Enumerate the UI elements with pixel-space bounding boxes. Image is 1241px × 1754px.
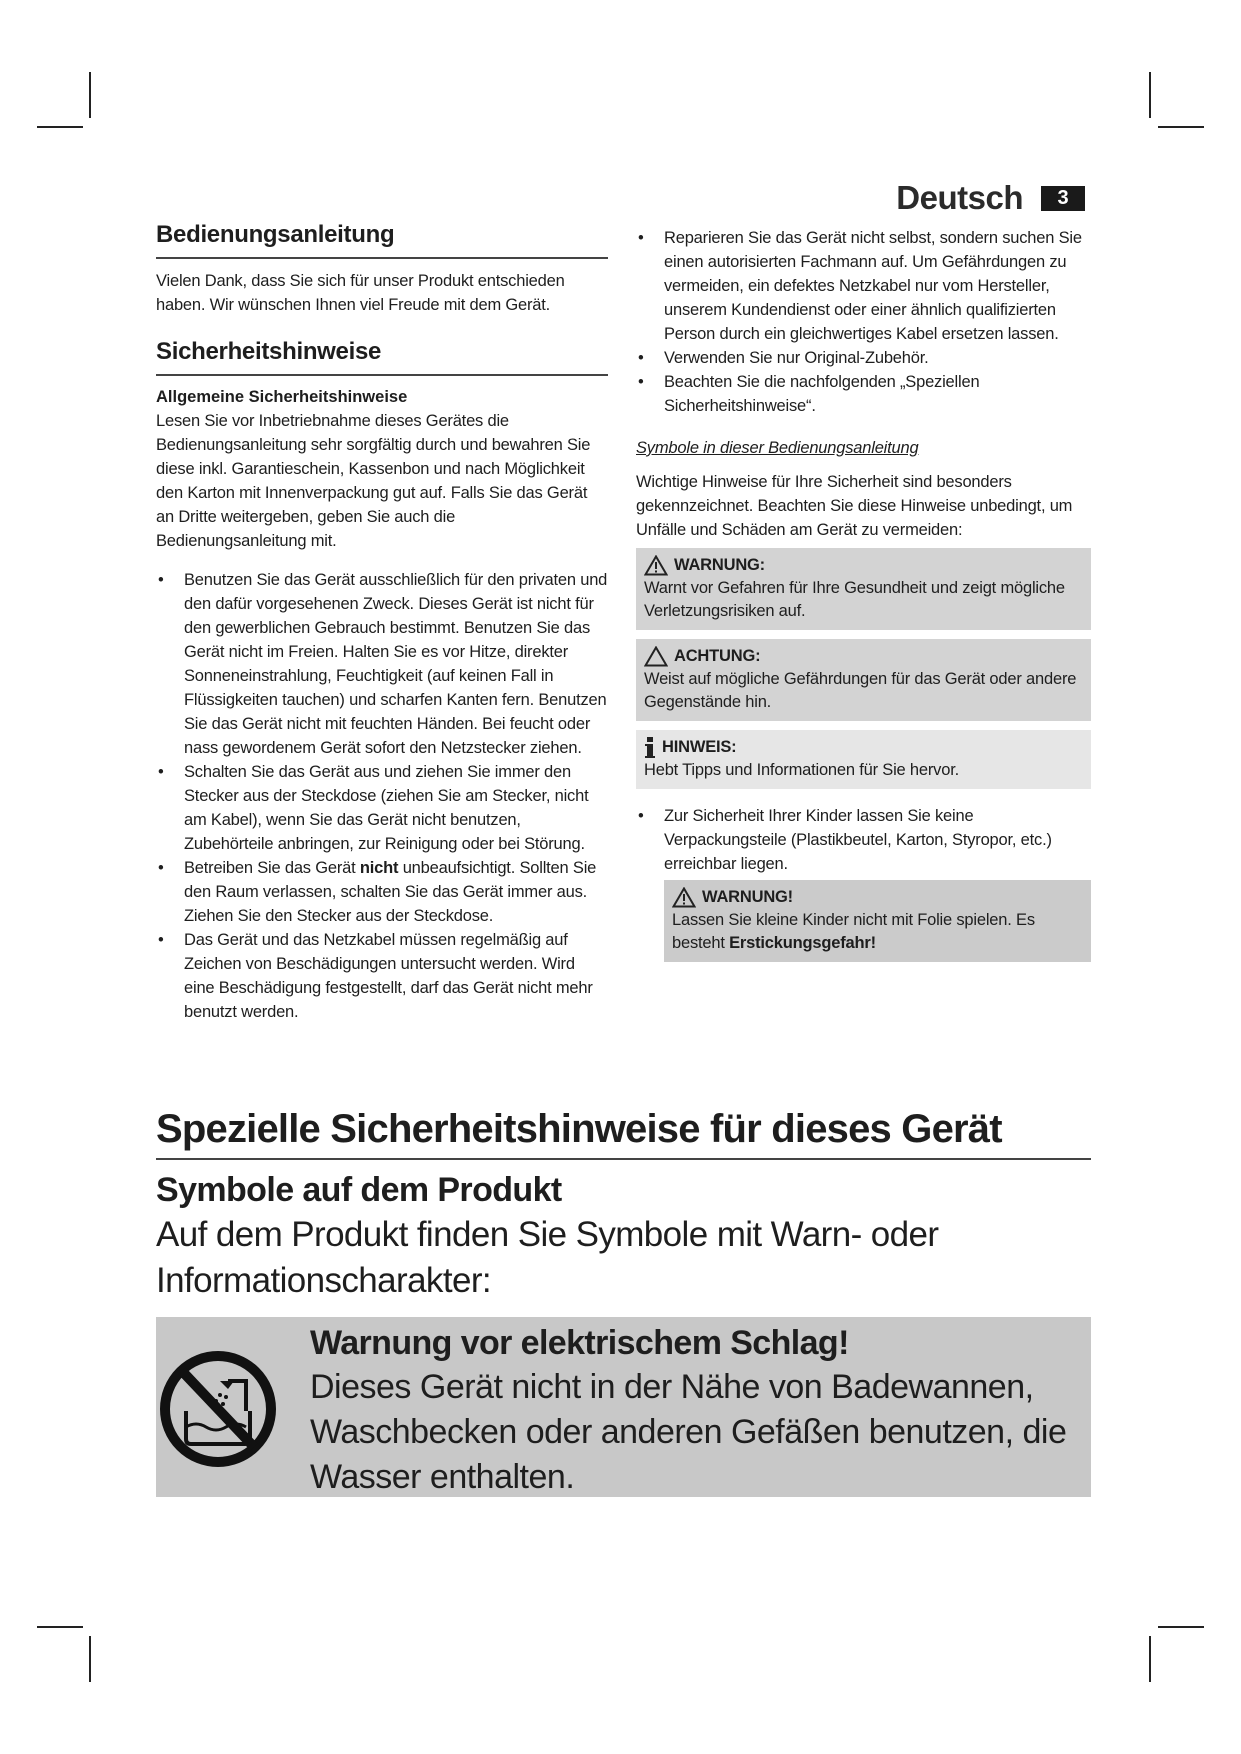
page-header: [896, 176, 1085, 220]
crop-mark: [89, 72, 91, 118]
electric-shock-warning: [156, 1317, 1091, 1497]
product-symbols-title: Symbole auf dem Produkt: [156, 1171, 562, 1209]
crop-mark: [37, 126, 83, 128]
symbols-text: Wichtige Hinweise für Ihre Sicherheit sind besonders gekennzeichnet. Beachten Sie diese Hinweise unbedingt, um Unfälle und Schäden am Gerät zu vermeiden:: [636, 473, 1073, 539]
kids-warning-title: WARNUNG!: [672, 886, 1083, 909]
hinweis-text: Hebt Tipps und Informationen für Sie hervor.: [644, 761, 959, 779]
left-column: [156, 220, 608, 1024]
language-label: Deutsch: [896, 179, 1023, 216]
list-item: • Benutzen Sie das Gerät ausschließlich für den privaten und den dafür vorgesehenen Zweck. Dieses Gerät ist nicht für den gewerblichen Gebrauch bestimmt. Benutzen Sie das Gerät nicht im Freien. Halten Sie es vor Hitze, direkter Sonneneinstrahlung, Feuchtigkeit (auf keinen Fall in Flüssigkeiten tauchen) und scharfen Kanten fern. Benutzen Sie das Gerät nicht mit feuchten Händen. Bei feucht oder nass gewordenem Gerät sofort den Netzstecker ziehen.: [158, 571, 608, 757]
kids-warning-box: [664, 880, 1091, 962]
thanks-text: Vielen Dank, dass Sie sich für unser Produkt entschieden haben. Wir wünschen Ihnen viel Freude mit dem Gerät.: [156, 272, 565, 314]
right-column: [636, 226, 1091, 962]
list-item: • Reparieren Sie das Gerät nicht selbst, sondern suchen Sie einen autorisierten Fachmann auf. Um Gefährdungen zu vermeiden, ein defektes Netzkabel nur vom Hersteller, unserem Kundendienst oder einer ähnlich qualifizierten Person durch ein gleichwertiges Kabel ersetzen lassen.: [638, 229, 1082, 343]
crop-mark: [89, 1636, 91, 1682]
electric-shock-text: [310, 1321, 1080, 1500]
electric-shock-description: Dieses Gerät nicht in der Nähe von Badewannen, Waschbecken oder anderen Gefäßen benutzen, die Wasser enthalten.: [310, 1368, 1067, 1496]
list-item: • Das Gerät und das Netzkabel müssen regelmäßig auf Zeichen von Beschädigungen untersucht werden. Wird eine Beschädigung festgestellt, darf das Gerät nicht mehr benutzt werden.: [158, 931, 593, 1021]
product-symbols-intro: Auf dem Produkt finden Sie Symbole mit Warn- oder Informationscharakter:: [156, 1215, 939, 1300]
kids-list: [636, 804, 1091, 876]
hinweis-title: HINWEIS:: [644, 736, 1083, 759]
achtung-title: ACHTUNG:: [644, 645, 1083, 668]
list-item: • Schalten Sie das Gerät aus und ziehen Sie immer den Stecker aus der Steckdose (ziehen Sie am Stecker, nicht am Kabel), wenn Sie das Gerät nicht benutzen, Zubehörteile anbringen, zur Reinigung oder bei Störung.: [158, 763, 589, 853]
crop-mark: [1149, 1636, 1151, 1682]
warnung-text: Warnt vor Gefahren für Ihre Gesundheit und zeigt mögliche Verletzungsrisiken auf.: [644, 579, 1065, 620]
symbols-subtitle: Symbole in dieser Bedienungsanleitung: [636, 439, 919, 457]
safety-list: [156, 568, 608, 1024]
list-item: • Verwenden Sie nur Original-Zubehör.: [638, 349, 929, 367]
electric-shock-title: Warnung vor elektrischem Schlag!: [310, 1324, 849, 1362]
list-item: • Beachten Sie die nachfolgenden „Speziellen Sicherheitshinweise“.: [638, 373, 980, 415]
kids-warning-text: Lassen Sie kleine Kinder nicht mit Folie spielen. Es besteht Erstickungsgefahr!: [672, 911, 1035, 952]
repair-list: [636, 226, 1091, 418]
manual-title: Bedienungsanleitung: [156, 220, 608, 259]
achtung-box: [636, 639, 1091, 721]
list-item: • Betreiben Sie das Gerät nicht unbeaufsichtigt. Sollten Sie den Raum verlassen, schalten Sie das Gerät immer aus. Ziehen Sie den Stecker aus der Steckdose.: [158, 859, 597, 925]
general-safety-title: Allgemeine Sicherheitshinweise: [156, 388, 408, 406]
special-title: Spezielle Sicherheitshinweise für dieses Gerät: [156, 1104, 1091, 1160]
warnung-box: [636, 548, 1091, 630]
no-bath-shower-icon: [158, 1349, 278, 1469]
special-section: [156, 1104, 1091, 1304]
crop-mark: [1158, 1626, 1204, 1628]
general-safety-text: Lesen Sie vor Inbetriebnahme dieses Gerätes die Bedienungsanleitung sehr sorgfältig durch und bewahren Sie diese inkl. Garantieschein, Kassenbon und nach Möglichkeit den Karton mit Innenverpackung gut auf. Falls Sie das Gerät an Dritte weitergeben, geben Sie auch die Bedienungsanleitung mit.: [156, 412, 591, 550]
caution-triangle-icon: [644, 646, 668, 667]
hinweis-box: [636, 730, 1091, 789]
page-number: 3: [1041, 186, 1085, 211]
crop-mark: [1158, 126, 1204, 128]
list-item: • Zur Sicherheit Ihrer Kinder lassen Sie keine Verpackungsteile (Plastikbeutel, Karton, Styropor, etc.) erreichbar liegen.: [638, 807, 1052, 873]
crop-mark: [37, 1626, 83, 1628]
warning-triangle-icon: [644, 555, 668, 576]
warning-triangle-icon: [672, 887, 696, 908]
crop-mark: [1149, 72, 1151, 118]
safety-title: Sicherheitshinweise: [156, 337, 608, 376]
achtung-text: Weist auf mögliche Gefährdungen für das Gerät oder andere Gegenstände hin.: [644, 670, 1077, 711]
info-icon: [644, 737, 656, 758]
warnung-title: WARNUNG:: [644, 554, 1083, 577]
